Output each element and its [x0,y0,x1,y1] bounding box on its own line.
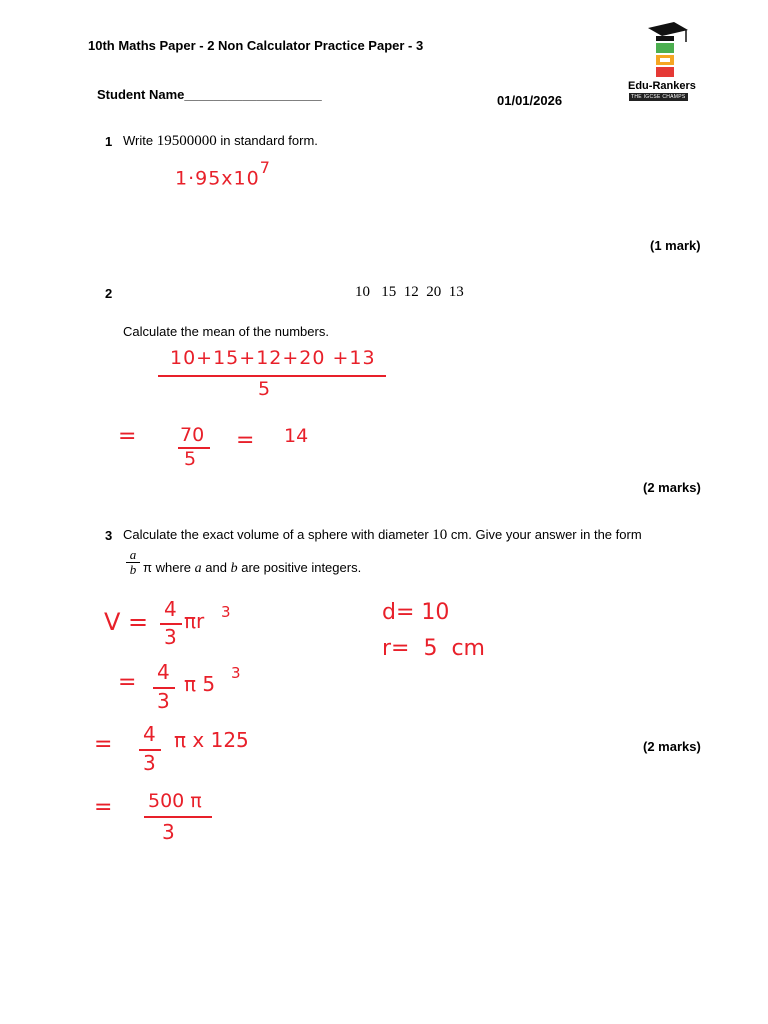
q3-l3-eq: = [94,732,113,757]
question-3-number: 3 [105,528,113,543]
q3-frac-a: a [129,547,137,562]
q3-value: 10 [432,527,448,543]
q2-denominator: 5 [258,378,271,400]
q3-frac-b: b [129,562,137,577]
q3-text1: Calculate the exact volume of a sphere with diameter [123,527,429,542]
q2-frac-numerator: 70 [180,424,205,446]
q1-text-after: in standard form. [220,133,318,148]
student-name-label: Student Name___________________ [97,87,322,102]
q3-text5: are positive integers. [241,560,362,575]
q1-answer-base: 1·95x10 [175,167,260,190]
q2-fraction-bar [158,375,386,377]
q3-text3: where [155,560,192,575]
q3-l3-num: 4 [143,722,156,746]
q1-marks: (1 mark) [650,238,701,253]
q3-pi: π [143,560,152,575]
q3-l1-num: 4 [164,597,177,621]
q1-text-before: Write [123,133,154,148]
q3-l2-eq: = [118,670,137,695]
q1-value: 19500000 [156,133,217,149]
logo-tagline: THE IGCSE CHAMPS [631,94,686,100]
q3-text2: cm. Give your answer in the form [450,527,642,542]
graduation-cap-icon [628,20,700,80]
q2-marks: (2 marks) [643,480,701,495]
q3-l3-rest: π x 125 [174,728,249,752]
q2-equals-1: = [118,424,137,449]
question-2-number: 2 [105,286,113,301]
q2-number-list: 10 15 12 20 13 [355,284,464,300]
q3-l1-exp: 3 [221,603,231,621]
question-1-number: 1 [105,134,113,149]
q3-l1-den: 3 [164,625,177,649]
q2-frac-denominator: 5 [184,448,197,470]
q3-l1-rest: πr [184,609,205,633]
q2-numerator: 10+15+12+20 +13 [170,347,376,369]
q3-l2-den: 3 [157,689,170,713]
edu-rankers-logo [628,20,700,100]
q3-var-a: a [194,561,202,576]
q3-text4: and [205,560,227,575]
q3-l2-exp: 3 [231,664,241,682]
q2-result: 14 [284,425,309,447]
q2-equals-2: = [236,428,255,453]
q3-l2-num: 4 [157,660,170,684]
q3-form-text [143,560,361,577]
q3-l2-rest: π 5 [184,672,216,696]
q1-answer-exponent: 7 [259,158,271,177]
q3-l4-bar [144,816,212,818]
question-3-text [123,527,642,544]
q3-l4-num: 500 π [148,790,202,812]
q3-marks: (2 marks) [643,739,701,754]
q3-l4-eq: = [94,795,113,820]
q3-radius: r= 5 cm [382,636,485,661]
question-1-text [123,133,318,150]
q2-prompt: Calculate the mean of the numbers. [123,324,329,339]
q3-form-fraction [126,548,140,577]
q3-v-equals: V = [104,608,149,636]
q3-l3-den: 3 [143,751,156,775]
q1-handwritten-answer [175,158,271,190]
q3-diameter: d= 10 [382,600,450,625]
q3-l4-den: 3 [162,820,175,844]
logo-name: Edu-Rankers [628,80,696,92]
paper-date: 01/01/2026 [497,93,563,108]
paper-title: 10th Maths Paper - 2 Non Calculator Practice Paper - 3 [88,38,424,53]
q3-var-b: b [230,561,238,576]
